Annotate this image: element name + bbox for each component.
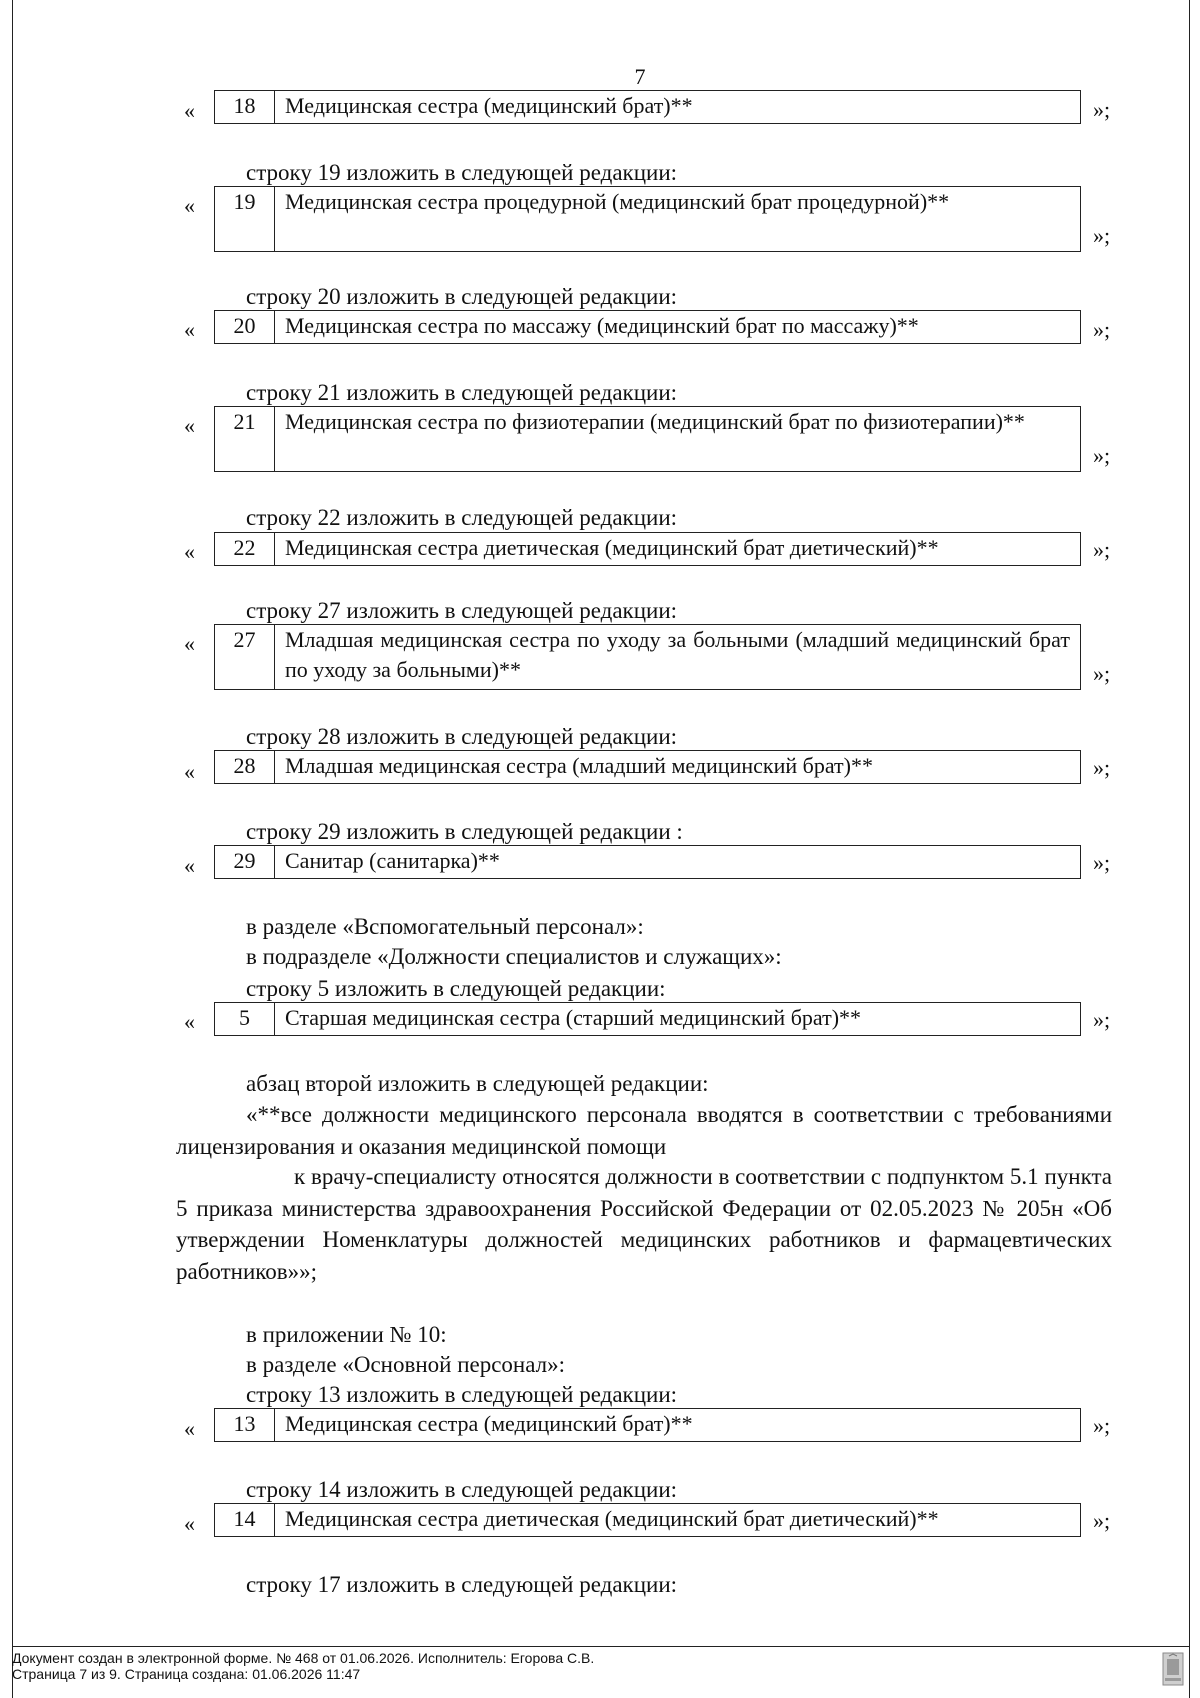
document-stamp-icon bbox=[1162, 1652, 1184, 1686]
open-quote: « bbox=[184, 539, 195, 564]
close-quote: »; bbox=[1093, 1508, 1111, 1533]
entry-intro: строку 20 изложить в следующей редакции: bbox=[246, 284, 678, 309]
row-number: 28 bbox=[215, 751, 275, 783]
row-text: Младшая медицинская сестра по уходу за больными (младший медицинский брат по уходу за больными)** bbox=[285, 627, 1070, 682]
row-text: Санитар (санитарка)** bbox=[285, 848, 500, 873]
entry-intro: строку 28 изложить в следующей редакции: bbox=[246, 724, 678, 749]
row-number: 21 bbox=[215, 407, 275, 471]
open-quote: « bbox=[184, 759, 195, 784]
subsection-heading: в подразделе «Должности специалистов и служащих»: bbox=[246, 944, 782, 969]
section-heading: в разделе «Основной персонал»: bbox=[246, 1352, 566, 1377]
close-quote: »; bbox=[1093, 850, 1111, 875]
footer-line-1: Документ создан в электронной форме. № 468 от 01.06.2026. Исполнитель: Егорова С.В. bbox=[12, 1650, 595, 1666]
row-number: 13 bbox=[215, 1409, 275, 1441]
row-text: Медицинская сестра процедурной (медицинский брат процедурной)** bbox=[285, 189, 950, 214]
page-number: 7 bbox=[634, 64, 646, 89]
row-number: 22 bbox=[215, 533, 275, 565]
row-text: Медицинская сестра по физиотерапии (медицинский брат по физиотерапии)** bbox=[285, 409, 1025, 434]
open-quote: « bbox=[184, 853, 195, 878]
close-quote: »; bbox=[1093, 1007, 1111, 1032]
footer-divider bbox=[12, 1646, 1190, 1647]
footer-line-2: Страница 7 из 9. Страница создана: 01.06.2026 11:47 bbox=[12, 1666, 361, 1682]
page-left-edge bbox=[12, 0, 13, 1698]
entry-intro: строку 29 изложить в следующей редакции : bbox=[246, 819, 683, 844]
table-row bbox=[214, 90, 1081, 124]
entry-intro: строку 27 изложить в следующей редакции: bbox=[246, 598, 678, 623]
appendix-heading: в приложении № 10: bbox=[246, 1322, 447, 1347]
paragraph-intro: абзац второй изложить в следующей редакции: bbox=[246, 1071, 709, 1096]
row-text: Младшая медицинская сестра (младший медицинский брат)** bbox=[285, 753, 873, 778]
footnote-paragraph-1: «**все должности медицинского персонала вводятся в соответствии с требованиями лицензирования и оказания медицинской помощи bbox=[176, 1102, 1112, 1159]
open-quote: « bbox=[184, 1416, 195, 1441]
row-number: 5 bbox=[215, 1003, 275, 1035]
open-quote: « bbox=[184, 413, 195, 438]
open-quote: « bbox=[184, 193, 195, 218]
close-quote: »; bbox=[1093, 1413, 1111, 1438]
entry-intro: строку 19 изложить в следующей редакции: bbox=[246, 160, 678, 185]
table-row bbox=[214, 532, 1081, 566]
table-row bbox=[214, 310, 1081, 344]
entry-intro: строку 21 изложить в следующей редакции: bbox=[246, 380, 678, 405]
row-text: Медицинская сестра (медицинский брат)** bbox=[285, 1411, 693, 1436]
section-heading: в разделе «Вспомогательный персонал»: bbox=[246, 914, 644, 939]
entry-intro: строку 22 изложить в следующей редакции: bbox=[246, 505, 678, 530]
table-row bbox=[214, 1503, 1081, 1537]
close-quote: »; bbox=[1093, 317, 1111, 342]
row-number: 29 bbox=[215, 846, 275, 878]
close-quote: »; bbox=[1093, 755, 1111, 780]
table-row bbox=[214, 186, 1081, 252]
table-row bbox=[214, 1002, 1081, 1036]
row-text: Медицинская сестра (медицинский брат)** bbox=[285, 93, 693, 118]
document-footer bbox=[12, 1650, 594, 1682]
page-right-edge bbox=[1189, 0, 1190, 1698]
footnote-paragraph-2: к врачу-специалисту относятся должности в соответствии с подпунктом 5.1 пункта 5 приказа министерства здравоохранения Российской Федерации от 02.05.2023 № 205н «Об утверждении Номенклатуры должностей медицинских работников и фармацевтических работников»»; bbox=[176, 1164, 1112, 1284]
open-quote: « bbox=[184, 1009, 195, 1034]
row-text: Медицинская сестра по массажу (медицинский брат по массажу)** bbox=[285, 313, 919, 338]
open-quote: « bbox=[184, 317, 195, 342]
close-quote: »; bbox=[1093, 97, 1111, 122]
row-number: 19 bbox=[215, 187, 275, 251]
table-row bbox=[214, 1408, 1081, 1442]
table-row bbox=[214, 750, 1081, 784]
close-quote: »; bbox=[1093, 537, 1111, 562]
open-quote: « bbox=[184, 1511, 195, 1536]
close-quote: »; bbox=[1093, 661, 1111, 686]
open-quote: « bbox=[184, 631, 195, 656]
table-row bbox=[214, 406, 1081, 472]
row-number: 27 bbox=[215, 625, 275, 689]
entry-intro: строку 14 изложить в следующей редакции: bbox=[246, 1477, 678, 1502]
row-number: 18 bbox=[215, 91, 275, 123]
open-quote: « bbox=[184, 98, 195, 123]
row-text: Старшая медицинская сестра (старший медицинский брат)** bbox=[285, 1005, 862, 1030]
close-quote: »; bbox=[1093, 443, 1111, 468]
row-number: 14 bbox=[215, 1504, 275, 1536]
entry-intro: строку 5 изложить в следующей редакции: bbox=[246, 976, 666, 1001]
row-number: 20 bbox=[215, 311, 275, 343]
close-quote: »; bbox=[1093, 223, 1111, 248]
row-text: Медицинская сестра диетическая (медицинский брат диетический)** bbox=[285, 1506, 939, 1531]
entry-intro: строку 17 изложить в следующей редакции: bbox=[246, 1572, 678, 1597]
table-row bbox=[214, 624, 1081, 690]
entry-intro: строку 13 изложить в следующей редакции: bbox=[246, 1382, 678, 1407]
row-text: Медицинская сестра диетическая (медицинский брат диетический)** bbox=[285, 535, 939, 560]
table-row bbox=[214, 845, 1081, 879]
